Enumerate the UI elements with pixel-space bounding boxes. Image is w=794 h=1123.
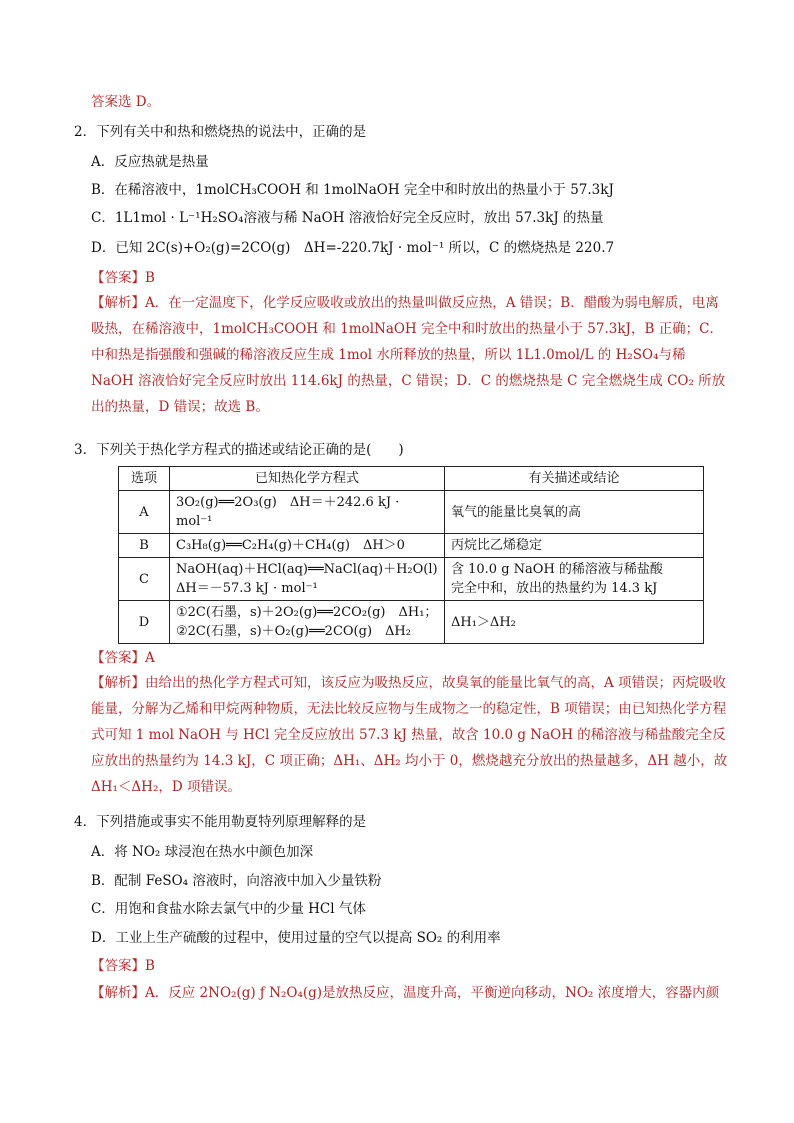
- row-equation: [170, 558, 445, 601]
- row-option: B: [119, 534, 170, 558]
- q3-analysis-text: 由给出的热化学方程式可知，该反应为吸热反应，故臭氧的能量比氧气的高，A 项错误；丙烷吸收能量，分解为乙烯和甲烷两种物质，无法比较反应物与生成物之一的稳定性，B 项错误；由已知热化学方程式可知 1 mol NaOH 与 HCl 完全反应放出 57.3 kJ 热量，故含 10.0 g NaOH 的稀溶液与稀盐酸完全反应放出的热量约为 14.3 kJ，C 项正确；ΔH₁、ΔH₂ 均小于 0，燃烧越充分放出的热量越多，ΔH 越小，故 ΔH₁＜ΔH₂，D 项错误。: [91, 675, 728, 795]
- header-option: 选项: [119, 467, 170, 491]
- row-description: ΔH₁＞ΔH₂: [445, 601, 704, 644]
- q2-analysis-text: A．在一定温度下，化学反应吸收或放出的热量叫做反应热，A 错误；B．醋酸为弱电解质，电离吸热，在稀溶液中，1molCH₃COOH 和 1molNaOH 完全中和时放出的热量小于 57.3kJ，B 正确；C．中和热是指强酸和强碱的稀溶液反应生成 1mol 水所释放的热量，所以 1L1.0mol/L 的 H₂SO₄与稀 NaOH 溶液恰好完全反应时放出 114.6kJ 的热量，C 错误；D．C 的燃烧热是 C 完全燃烧生成 CO₂ 所放出的热量，D 错误；故选 B。: [91, 295, 726, 415]
- q4-analysis: [91, 980, 731, 1006]
- q3-analysis-label: 【解析】: [91, 675, 145, 691]
- table-header-row: [119, 467, 704, 491]
- q4-analysis-text: A．反应 2NO₂(g) ƒ N₂O₄(g)是放热反应，温度升高，平衡逆向移动，NO₂ 浓度增大，容器内颜: [145, 985, 720, 1001]
- equation-line-1: ①2C(石墨，s)＋2O₂(g)══2CO₂(g) ΔH₁；: [176, 605, 438, 620]
- description-line-1: 含 10.0 g NaOH 的稀溶液与稀盐酸: [451, 562, 663, 577]
- equation-line-2: ②2C(石墨，s)＋O₂(g)══2CO(g) ΔH₂: [176, 624, 411, 639]
- description-line-2: 完全中和，放出的热量约为 14.3 kJ: [451, 581, 658, 596]
- row-option: D: [119, 601, 170, 644]
- row-equation: 3O₂(g)══2O₃(g) ΔH＝＋242.6 kJ · mol⁻¹: [170, 491, 445, 534]
- row-description: 丙烷比乙烯稳定: [445, 534, 704, 558]
- q4-option-b: B．配制 FeSO₄ 溶液时，向溶液中加入少量铁粉: [91, 873, 382, 889]
- q2-option-d: D．已知 2C(s)+O₂(g)=2CO(g) ΔH=-220.7kJ · mol⁻¹ 所以，C 的燃烧热是 220.7: [91, 240, 615, 256]
- q2-analysis: [91, 290, 731, 420]
- header-description: 有关描述或结论: [445, 467, 704, 491]
- header-equation: 已知热化学方程式: [170, 467, 445, 491]
- q4-answer: 【答案】B: [91, 958, 155, 974]
- row-description: [445, 558, 704, 601]
- q4-stem: 4．下列措施或事实不能用勒夏特列原理解释的是: [74, 814, 367, 830]
- equation-line-1: NaOH(aq)＋HCl(aq)══NaCl(aq)＋H₂O(l): [176, 562, 438, 577]
- q3-stem: 3．下列关于热化学方程式的描述或结论正确的是( ): [74, 442, 404, 458]
- row-option: A: [119, 491, 170, 534]
- row-option: C: [119, 558, 170, 601]
- row-equation: C₃H₈(g)══C₂H₄(g)＋CH₄(g) ΔH＞0: [170, 534, 445, 558]
- q3-answer: 【答案】A: [91, 650, 155, 666]
- row-equation: [170, 601, 445, 644]
- q4-option-a: A．将 NO₂ 球浸泡在热水中颜色加深: [91, 844, 314, 860]
- table-row: [119, 534, 704, 558]
- q2-option-a: A．反应热就是热量: [91, 154, 209, 170]
- q3-analysis: [91, 670, 731, 800]
- q2-stem: 2．下列有关中和热和燃烧热的说法中，正确的是: [74, 124, 367, 140]
- equation-line-2: ΔH＝－57.3 kJ · mol⁻¹: [176, 581, 318, 596]
- q4-analysis-label: 【解析】: [91, 985, 145, 1001]
- table-row: [119, 491, 704, 534]
- q4-option-c: C．用饱和食盐水除去氯气中的少量 HCl 气体: [91, 901, 366, 917]
- table-row: [119, 601, 704, 644]
- q2-option-b: B．在稀溶液中，1molCH₃COOH 和 1molNaOH 完全中和时放出的热量小于 57.3kJ: [91, 182, 614, 198]
- q2-analysis-label: 【解析】: [91, 295, 145, 311]
- q2-answer: 【答案】B: [91, 270, 155, 286]
- q2-option-c: C．1L1mol · L⁻¹H₂SO₄溶液与稀 NaOH 溶液恰好完全反应时，放出 57.3kJ 的热量: [91, 210, 604, 226]
- previous-answer: 答案选 D。: [91, 94, 161, 110]
- q4-option-d: D．工业上生产硫酸的过程中，使用过量的空气以提高 SO₂ 的利用率: [91, 930, 501, 946]
- table-row: [119, 558, 704, 601]
- row-description: 氧气的能量比臭氧的高: [445, 491, 704, 534]
- q3-table: [118, 466, 704, 644]
